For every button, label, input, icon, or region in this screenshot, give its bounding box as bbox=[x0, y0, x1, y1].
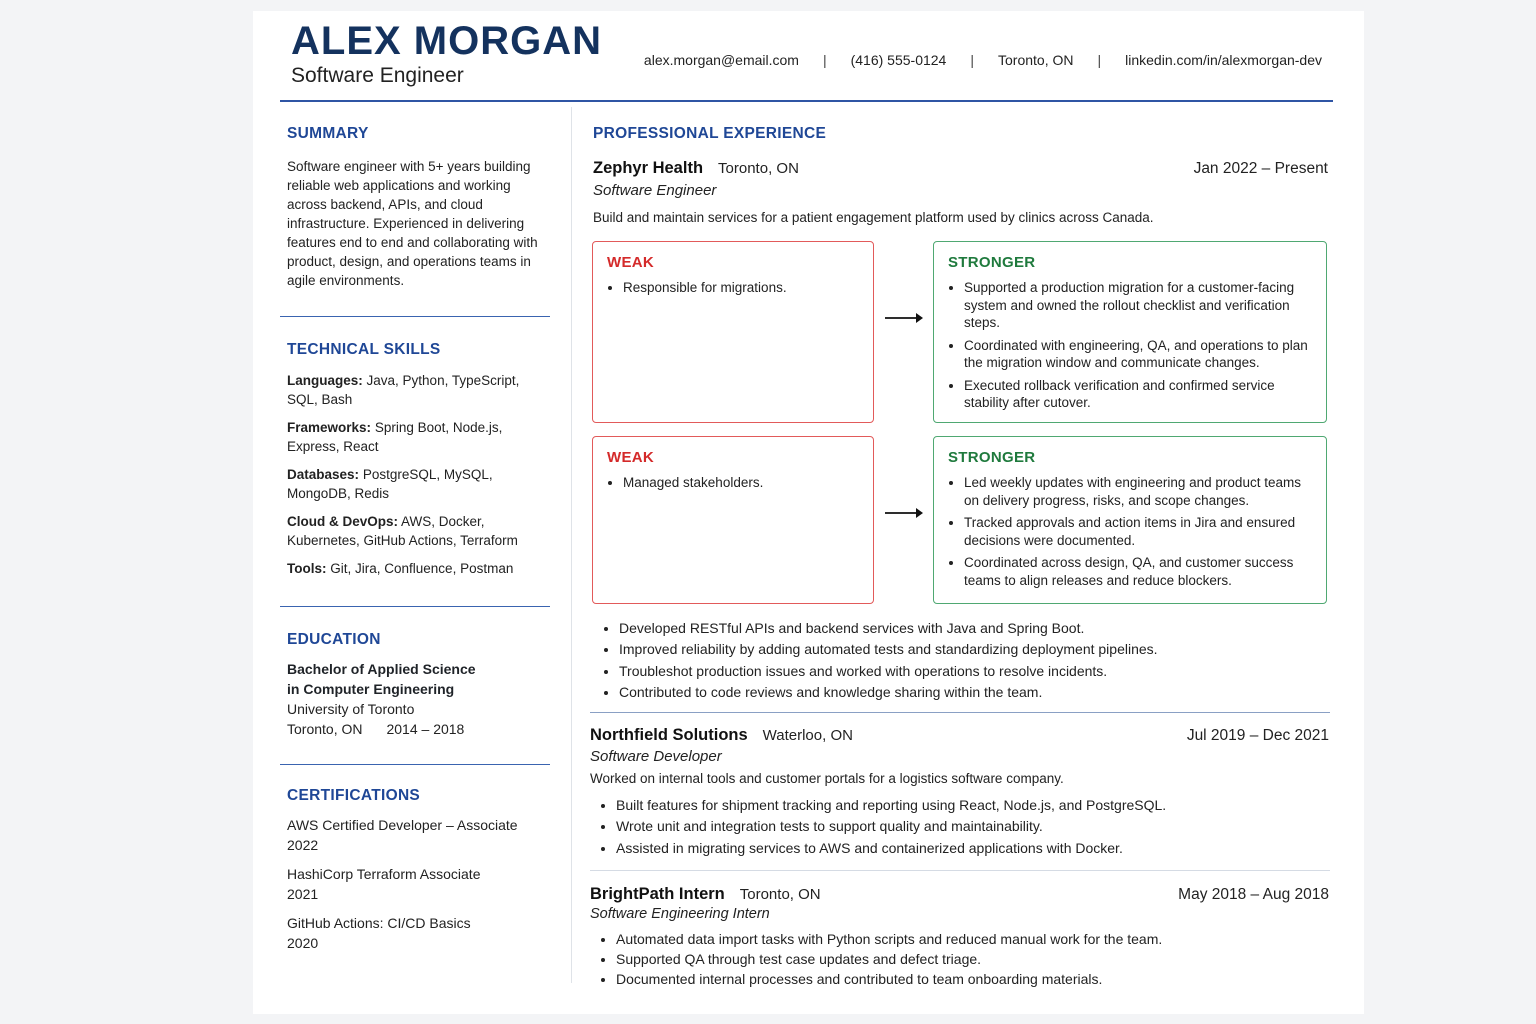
contact-separator: | bbox=[822, 52, 827, 68]
job-location: Waterloo, ON bbox=[762, 727, 853, 744]
job-bullet: • Documented internal processes and contributed to team onboarding materials. bbox=[616, 969, 1162, 989]
job-bullet: • Built features for shipment tracking and reporting using React, Node.js, and PostgreSQL. bbox=[616, 795, 1166, 816]
job-header bbox=[590, 726, 1329, 745]
weak-label: WEAK bbox=[607, 254, 655, 271]
job-bullet: • Improved reliability by adding automated tests and standardizing deployment pipelines. bbox=[619, 639, 1158, 660]
stronger-example-box bbox=[933, 436, 1327, 604]
contact-location: Toronto, ON bbox=[998, 52, 1074, 68]
job-header bbox=[590, 885, 1329, 904]
job-company: Zephyr Health bbox=[593, 159, 704, 177]
job-dates: May 2018 – Aug 2018 bbox=[1178, 886, 1329, 903]
education-section bbox=[287, 631, 547, 739]
job-header bbox=[593, 159, 1328, 178]
stronger-label: STRONGER bbox=[948, 449, 1036, 466]
job-bullet: • Assisted in migrating services to AWS and containerized applications with Docker. bbox=[616, 838, 1166, 859]
job-bullet: • Wrote unit and integration tests to support quality and maintainability. bbox=[616, 816, 1166, 837]
job-title: Software Engineering Intern bbox=[590, 906, 770, 922]
stronger-list bbox=[948, 474, 1312, 589]
skills-heading: TECHNICAL SKILLS bbox=[287, 341, 441, 358]
skill-tools: Tools: Git, Jira, Confluence, Postman bbox=[287, 561, 514, 576]
experience-heading: PROFESSIONAL EXPERIENCE bbox=[593, 125, 827, 142]
job-dates: Jul 2019 – Dec 2021 bbox=[1186, 727, 1329, 744]
contact-bar bbox=[644, 52, 1322, 68]
certification-item: GitHub Actions: CI/CD Basics 2020 bbox=[287, 915, 471, 951]
candidate-name: ALEX MORGAN bbox=[291, 19, 602, 63]
stronger-label: STRONGER bbox=[948, 254, 1036, 271]
certifications-heading: CERTIFICATIONS bbox=[287, 787, 421, 804]
skill-databases: Databases: PostgreSQL, MySQL, MongoDB, Redis bbox=[287, 467, 493, 501]
stronger-bullet: • Coordinated across design, QA, and customer success teams to align releases and reduce blockers. bbox=[964, 554, 1312, 589]
skill-frameworks: Frameworks: Spring Boot, Node.js, Express, React bbox=[287, 420, 503, 454]
job-company: Northfield Solutions bbox=[590, 726, 748, 744]
contact-separator: | bbox=[1097, 52, 1102, 68]
weak-bullet: • Managed stakeholders. bbox=[623, 474, 859, 492]
column-divider bbox=[571, 107, 572, 983]
weak-label: WEAK bbox=[607, 449, 655, 466]
summary-heading: SUMMARY bbox=[287, 125, 369, 142]
stronger-example-box bbox=[933, 241, 1327, 423]
skills-section bbox=[287, 341, 547, 587]
job-bullet: • Troubleshot production issues and worked with operations to resolve incidents. bbox=[619, 661, 1158, 682]
contact-email: alex.morgan@email.com bbox=[643, 52, 799, 68]
certifications-section bbox=[287, 787, 547, 962]
summary-text: Software engineer with 5+ years building reliable web applications and working across backend, APIs, and cloud infrastructure. Experienced in delivering features end to end and collaborating with product, design, and operations teams in agile environments. bbox=[287, 159, 538, 288]
weak-example-box bbox=[592, 241, 874, 423]
job-location: Toronto, ON bbox=[739, 886, 821, 903]
stronger-bullet: • Supported a production migration for a customer-facing system and owned the rollout checklist and verification steps. bbox=[964, 279, 1312, 332]
arrow-right-icon bbox=[884, 311, 924, 325]
job-divider bbox=[590, 870, 1330, 871]
skill-cloud-devops: Cloud & DevOps: AWS, Docker, Kubernetes, GitHub Actions, Terraform bbox=[287, 514, 518, 548]
candidate-role: Software Engineer bbox=[291, 64, 464, 87]
header-divider bbox=[280, 100, 1333, 102]
job-title: Software Engineer bbox=[593, 182, 717, 199]
job-bullets bbox=[596, 795, 1166, 859]
weak-bullet: • Responsible for migrations. bbox=[623, 279, 859, 297]
education-school: University of Toronto bbox=[287, 701, 415, 717]
education-location-years: Toronto, ON 2014 – 2018 bbox=[287, 721, 465, 737]
certification-item: AWS Certified Developer – Associate 2022 bbox=[287, 817, 518, 853]
job-description: Worked on internal tools and customer portals for a logistics software company. bbox=[590, 771, 1064, 786]
job-bullet: • Developed RESTful APIs and backend services with Java and Spring Boot. bbox=[619, 618, 1158, 639]
weak-list bbox=[607, 474, 859, 492]
stronger-bullet: • Tracked approvals and action items in Jira and ensured decisions were documented. bbox=[964, 514, 1312, 549]
skill-languages: Languages: Java, Python, TypeScript, SQL, Bash bbox=[287, 373, 520, 407]
education-degree-field: in Computer Engineering bbox=[287, 681, 455, 697]
job-bullet: • Supported QA through test case updates and defect triage. bbox=[616, 949, 1162, 969]
education-degree: Bachelor of Applied Science bbox=[287, 661, 476, 677]
job-location: Toronto, ON bbox=[718, 160, 799, 177]
stronger-list bbox=[948, 279, 1312, 412]
summary-section bbox=[287, 125, 547, 290]
job-title: Software Developer bbox=[590, 748, 722, 765]
job-divider bbox=[590, 712, 1330, 713]
job-bullets bbox=[599, 618, 1158, 703]
contact-linkedin: linkedin.com/in/alexmorgan-dev bbox=[1125, 52, 1322, 68]
job-bullet: • Contributed to code reviews and knowledge sharing within the team. bbox=[619, 682, 1158, 703]
job-dates: Jan 2022 – Present bbox=[1193, 160, 1328, 177]
job-description: Build and maintain services for a patient engagement platform used by clinics across Canada. bbox=[593, 210, 1154, 225]
contact-phone: (416) 555-0124 bbox=[850, 52, 947, 68]
arrow-right-icon bbox=[884, 506, 924, 520]
education-heading: EDUCATION bbox=[287, 631, 381, 648]
weak-example-box bbox=[592, 436, 874, 604]
stronger-bullet: • Executed rollback verification and confirmed service stability after cutover. bbox=[964, 377, 1312, 412]
section-divider bbox=[280, 316, 550, 317]
job-bullets bbox=[596, 929, 1162, 989]
contact-separator: | bbox=[970, 52, 974, 68]
stronger-bullet: • Led weekly updates with engineering and product teams on delivery progress, risks, and scope changes. bbox=[964, 474, 1312, 509]
section-divider bbox=[280, 764, 550, 765]
job-bullet: • Automated data import tasks with Python scripts and reduced manual work for the team. bbox=[616, 929, 1162, 949]
resume-page bbox=[253, 11, 1364, 1014]
weak-list bbox=[607, 279, 859, 297]
section-divider bbox=[280, 606, 550, 607]
stronger-bullet: • Coordinated with engineering, QA, and operations to plan the migration window and communicate changes. bbox=[964, 337, 1312, 372]
certification-item: HashiCorp Terraform Associate 2021 bbox=[287, 866, 481, 902]
job-company: BrightPath Intern bbox=[590, 885, 725, 903]
